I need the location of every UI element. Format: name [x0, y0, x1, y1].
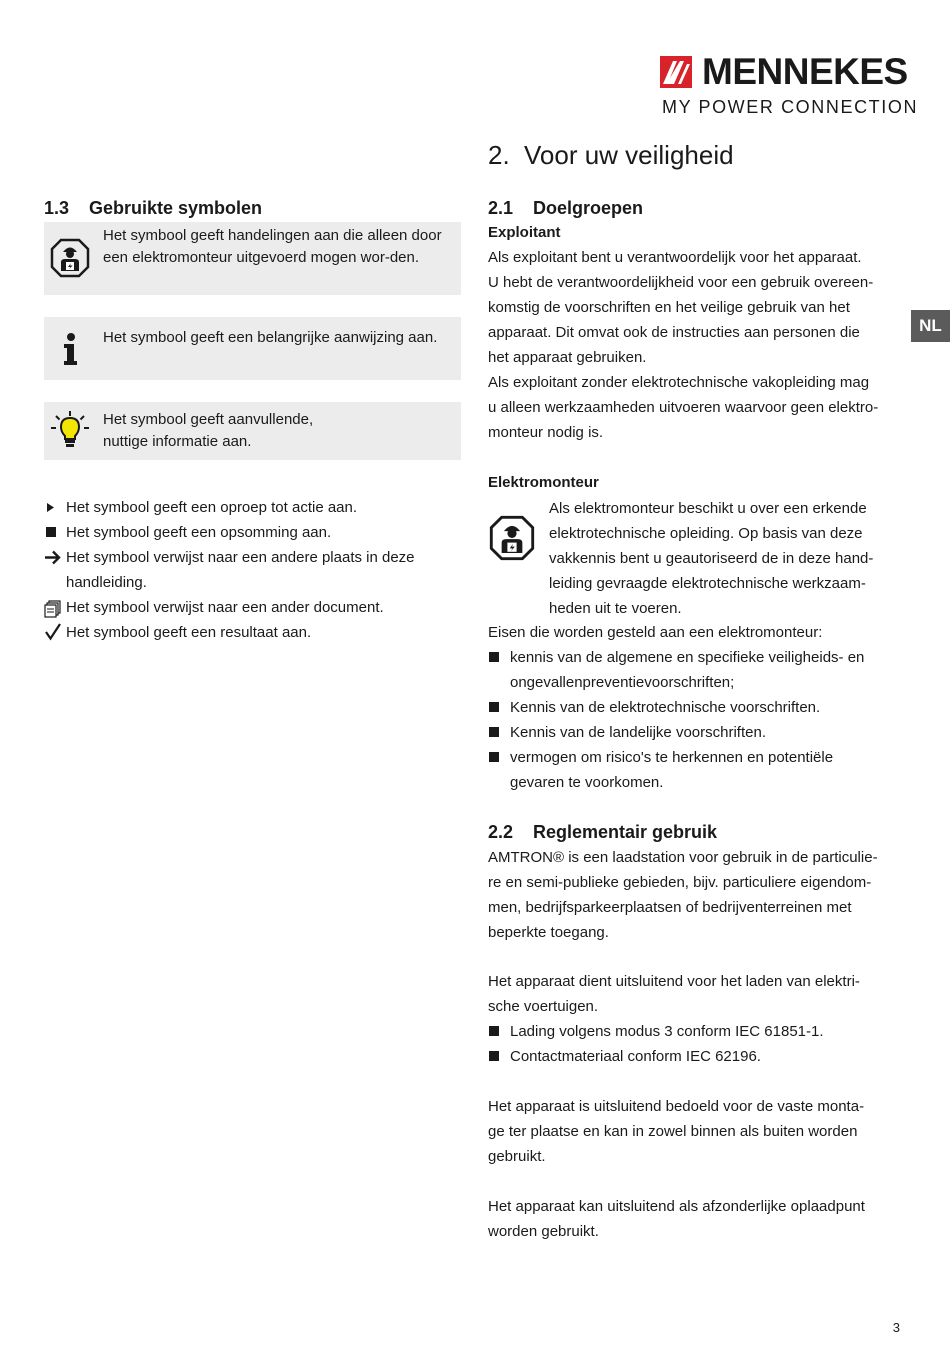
list-item-text: Kennis van de landelijke voorschriften. — [510, 724, 766, 741]
brand-tagline: MY POWER CONNECTION — [662, 97, 919, 117]
section-title: Doelgroepen — [533, 198, 644, 218]
square-bullet-icon — [44, 520, 62, 545]
eisen-intro: Eisen die worden gesteld aan een elektromonteur: — [488, 624, 823, 641]
text-line: monteur nodig is. — [488, 424, 604, 441]
text-line: U hebt de verantwoordelijkheid voor een gebruik overeen- — [488, 274, 874, 291]
electrician-icon — [489, 515, 535, 561]
text-line: gebruikt. — [488, 1148, 546, 1165]
text-line: nuttige informatie aan. — [103, 433, 252, 450]
list-item-text: Het symbool geeft een oproep tot actie aan. — [66, 499, 358, 516]
section-heading-1-3 — [44, 196, 262, 220]
square-bullet-icon — [488, 720, 506, 745]
text-line: komstig de voorschriften en het veilige gebruik van het — [488, 299, 850, 316]
list-item — [44, 495, 464, 520]
standards-list — [488, 1019, 908, 1069]
section-number: 2.1 — [488, 198, 514, 218]
chapter-title-text: Voor uw veiligheid — [524, 140, 734, 170]
section-heading-2-2 — [488, 820, 717, 844]
symbol-box-tip — [44, 402, 461, 460]
brand-logo — [660, 51, 919, 122]
square-bullet-icon — [488, 1019, 506, 1044]
mennekes-logo-icon — [660, 56, 692, 88]
lightbulb-icon — [50, 410, 90, 450]
list-item-text: Het symbool verwijst naar een andere plaats in deze handleiding. — [66, 549, 415, 591]
electrician-icon — [50, 238, 90, 278]
section-number: 2.2 — [488, 822, 514, 842]
symbol-description: Het symbool geeft een belangrijke aanwijzing aan. — [103, 329, 438, 346]
text-line: Het apparaat kan uitsluitend als afzonderlijke oplaadpunt — [488, 1198, 865, 1215]
checkmark-icon — [44, 620, 62, 653]
text-line: het apparaat gebruiken. — [488, 349, 647, 366]
list-item — [488, 1044, 908, 1069]
list-item-text: Het symbool geeft een resultaat aan. — [66, 624, 312, 641]
text-line: worden gebruikt. — [488, 1223, 599, 1240]
square-bullet-icon — [488, 695, 506, 720]
list-item-text: kennis van de algemene en specifieke veiligheids- en ongevallenpreventievoorschriften; — [510, 649, 865, 691]
text-line: heden uit te voeren. — [549, 600, 682, 617]
list-item — [44, 595, 464, 620]
list-item — [44, 545, 464, 595]
list-item — [488, 645, 908, 695]
list-item-text: Het symbool geeft een opsomming aan. — [66, 524, 332, 541]
text-line: u alleen werkzaamheden uitvoeren waarvoor geen elektro- — [488, 399, 879, 416]
text-line: Als exploitant zonder elektrotechnische vakopleiding mag — [488, 374, 870, 391]
symbol-box-electrician — [44, 222, 461, 295]
symbol-legend-list — [44, 495, 464, 645]
text-line: vakkennis bent u geautoriseerd de in deze hand- — [549, 550, 874, 567]
subheading-elektromonteur: Elektromonteur — [488, 474, 599, 491]
list-item-text: Lading volgens modus 3 conform IEC 61851-1. — [510, 1023, 824, 1040]
symbol-description: Het symbool geeft handelingen aan die alleen door een elektromonteur uitgevoerd mogen wor-den. — [103, 227, 442, 266]
symbol-description — [103, 409, 455, 453]
text-line: Het symbool geeft aanvullende, — [103, 411, 314, 428]
list-item — [488, 695, 908, 720]
text-line: Het apparaat dient uitsluitend voor het laden van elektri- — [488, 973, 860, 990]
text-line: Het apparaat is uitsluitend bedoeld voor de vaste monta- — [488, 1098, 865, 1115]
usage-paragraph-4 — [488, 1194, 908, 1244]
page-number: 3 — [892, 1320, 900, 1335]
subheading-exploitant: Exploitant — [488, 224, 561, 241]
list-item-text: vermogen om risico's te herkennen en potentiële gevaren te voorkomen. — [510, 749, 834, 791]
language-tab: NL — [911, 310, 950, 342]
list-item-text: Kennis van de elektrotechnische voorschriften. — [510, 699, 821, 716]
chapter-title — [488, 138, 734, 172]
list-item-text: Contactmateriaal conform IEC 62196. — [510, 1048, 761, 1065]
text-line: apparaat. Dit omvat ook de instructies aan personen die — [488, 324, 860, 341]
usage-paragraph-1 — [488, 845, 908, 945]
list-item — [44, 520, 464, 545]
square-bullet-icon — [488, 1044, 506, 1069]
exploitant-paragraph — [488, 245, 908, 445]
text-line: elektrotechnische opleiding. Op basis van deze — [549, 525, 863, 542]
arrow-right-icon — [44, 545, 62, 578]
text-line: re en semi-publieke gebieden, bijv. particuliere eigendom- — [488, 874, 872, 891]
info-icon — [50, 329, 90, 369]
list-item — [44, 620, 464, 645]
elektromonteur-paragraph — [549, 496, 909, 621]
symbol-box-info — [44, 317, 461, 380]
text-line: leiding gevraagde elektrotechnische werkzaam- — [549, 575, 866, 592]
section-number: 1.3 — [44, 198, 70, 218]
chapter-number: 2. — [488, 140, 510, 170]
brand-name: MENNEKES — [702, 51, 908, 92]
section-title: Reglementair gebruik — [533, 822, 718, 842]
text-line: sche voertuigen. — [488, 998, 599, 1015]
list-item-text: Het symbool verwijst naar een ander document. — [66, 599, 384, 616]
text-line: AMTRON® is een laadstation voor gebruik in de particulie- — [488, 849, 878, 866]
usage-paragraph-3 — [488, 1094, 908, 1169]
text-line: men, bedrijfsparkeerplaatsen of bedrijventerreinen met — [488, 899, 852, 916]
text-line: beperkte toegang. — [488, 924, 609, 941]
list-item — [488, 1019, 908, 1044]
square-bullet-icon — [488, 745, 506, 770]
square-bullet-icon — [488, 645, 506, 670]
text-line: Als elektromonteur beschikt u over een erkende — [549, 500, 867, 517]
text-line: Als exploitant bent u verantwoordelijk voor het apparaat. — [488, 249, 862, 266]
text-line: ge ter plaatse en kan in zowel binnen als buiten worden — [488, 1123, 858, 1140]
section-title: Gebruikte symbolen — [89, 198, 263, 218]
usage-paragraph-2 — [488, 969, 908, 1019]
list-item — [488, 720, 908, 745]
requirements-list — [488, 645, 908, 795]
list-item — [488, 745, 908, 795]
section-heading-2-1 — [488, 196, 643, 220]
